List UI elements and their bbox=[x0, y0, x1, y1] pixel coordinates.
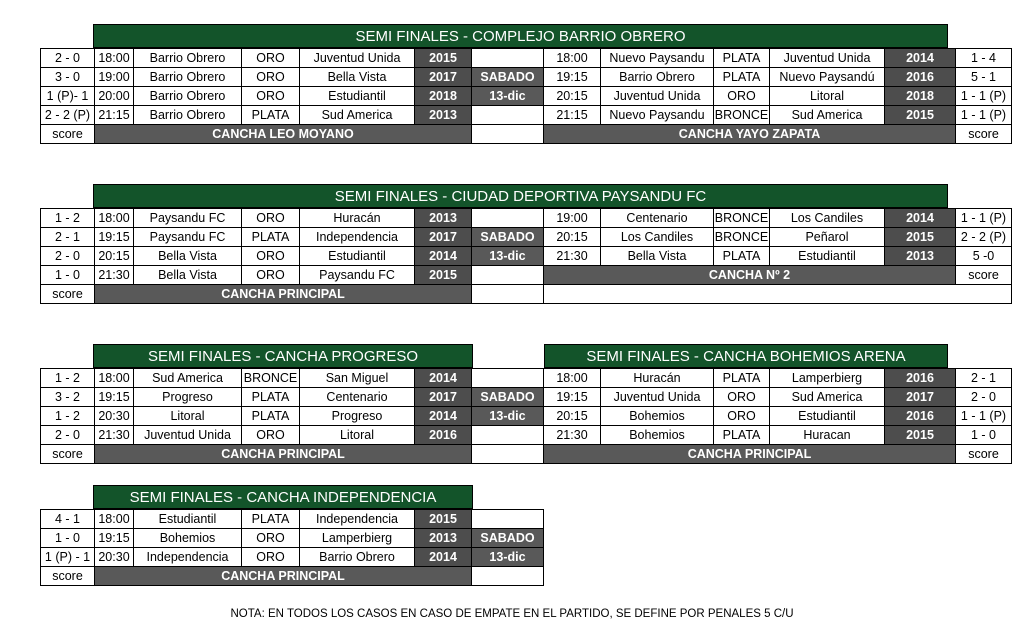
date-label: 13-dic bbox=[472, 548, 544, 567]
home-team-cell: Estudiantil bbox=[134, 510, 242, 529]
category-cell: ORO bbox=[242, 49, 300, 68]
block2-schedule bbox=[40, 208, 1012, 304]
away-team-cell: Sud America bbox=[770, 106, 885, 125]
year-cell: 2014 bbox=[415, 369, 472, 388]
year-cell: 2014 bbox=[885, 209, 956, 228]
time-cell: 19:15 bbox=[95, 388, 134, 407]
away-team-cell: Huracan bbox=[770, 426, 885, 445]
score-cell: 3 - 0 bbox=[41, 68, 95, 87]
score-label: score bbox=[956, 445, 1012, 464]
cancha-label: CANCHA LEO MOYANO bbox=[95, 125, 472, 144]
away-team-cell: Barrio Obrero bbox=[300, 548, 415, 567]
block3-schedule bbox=[40, 368, 1012, 464]
gap-cell bbox=[472, 426, 544, 445]
day-label: SABADO bbox=[472, 68, 544, 87]
time-cell: 18:00 bbox=[95, 49, 134, 68]
away-team-cell: Estudiantil bbox=[770, 407, 885, 426]
away-team-cell: Litoral bbox=[770, 87, 885, 106]
time-cell: 19:15 bbox=[95, 529, 134, 548]
score-cell: 1 - 1 (P) bbox=[956, 209, 1012, 228]
category-cell: ORO bbox=[242, 68, 300, 87]
table-row bbox=[41, 388, 1012, 407]
category-cell: ORO bbox=[242, 548, 300, 567]
table-row bbox=[41, 228, 1012, 247]
table-row bbox=[41, 426, 1012, 445]
score-cell: 1 (P) - 1 bbox=[41, 548, 95, 567]
home-team-cell: Independencia bbox=[134, 548, 242, 567]
year-cell: 2014 bbox=[415, 407, 472, 426]
gap-cell bbox=[472, 285, 544, 304]
year-cell: 2018 bbox=[885, 87, 956, 106]
year-cell: 2015 bbox=[415, 266, 472, 285]
year-cell: 2013 bbox=[415, 529, 472, 548]
away-team-cell: Juventud Unida bbox=[770, 49, 885, 68]
score-cell: 3 - 2 bbox=[41, 388, 95, 407]
time-cell: 19:15 bbox=[544, 68, 601, 87]
home-team-cell: Litoral bbox=[134, 407, 242, 426]
away-team-cell: Estudiantil bbox=[770, 247, 885, 266]
home-team-cell: Sud America bbox=[134, 369, 242, 388]
away-team-cell: Sud America bbox=[770, 388, 885, 407]
time-cell: 20:30 bbox=[95, 407, 134, 426]
nota-footer: NOTA: EN TODOS LOS CASOS EN CASO DE EMPATE EN EL PARTIDO, SE DEFINE POR PENALES 5 C/U bbox=[230, 608, 794, 620]
score-cell: 5 - 1 bbox=[956, 68, 1012, 87]
home-team-cell: Barrio Obrero bbox=[601, 68, 714, 87]
away-team-cell: Huracán bbox=[300, 209, 415, 228]
category-cell: PLATA bbox=[242, 407, 300, 426]
score-cell: 1 - 1 (P) bbox=[956, 106, 1012, 125]
date-label: 13-dic bbox=[472, 407, 544, 426]
away-team-cell: Lamperbierg bbox=[300, 529, 415, 548]
score-cell: 2 - 0 bbox=[41, 247, 95, 266]
home-team-cell: Bella Vista bbox=[601, 247, 714, 266]
score-cell: 1 - 2 bbox=[41, 209, 95, 228]
score-cell: 1 - 0 bbox=[41, 529, 95, 548]
time-cell: 20:15 bbox=[544, 407, 601, 426]
category-cell: PLATA bbox=[714, 68, 770, 87]
table-row bbox=[41, 209, 1012, 228]
score-label: score bbox=[41, 445, 95, 464]
time-cell: 21:15 bbox=[95, 106, 134, 125]
score-cell: 1 - 0 bbox=[956, 426, 1012, 445]
category-cell: BRONCE bbox=[714, 106, 770, 125]
away-team-cell: Independencia bbox=[300, 228, 415, 247]
year-cell: 2013 bbox=[415, 209, 472, 228]
category-cell: ORO bbox=[242, 247, 300, 266]
day-label: SABADO bbox=[472, 529, 544, 548]
away-team-cell: Litoral bbox=[300, 426, 415, 445]
table-row bbox=[41, 68, 1012, 87]
year-cell: 2013 bbox=[885, 247, 956, 266]
year-cell: 2017 bbox=[415, 68, 472, 87]
gap-cell bbox=[472, 510, 544, 529]
cancha-label: CANCHA PRINCIPAL bbox=[95, 445, 472, 464]
score-cell: 1 - 0 bbox=[41, 266, 95, 285]
score-label: score bbox=[956, 125, 1012, 144]
year-cell: 2015 bbox=[885, 106, 956, 125]
table-row bbox=[41, 548, 544, 567]
category-cell: PLATA bbox=[714, 426, 770, 445]
home-team-cell: Bella Vista bbox=[134, 247, 242, 266]
category-cell: ORO bbox=[714, 407, 770, 426]
score-cell: 5 -0 bbox=[956, 247, 1012, 266]
time-cell: 20:15 bbox=[95, 247, 134, 266]
block4-title: SEMI FINALES - CANCHA INDEPENDENCIA bbox=[93, 485, 473, 509]
score-label: score bbox=[41, 567, 95, 586]
time-cell: 19:15 bbox=[544, 388, 601, 407]
category-cell: PLATA bbox=[714, 49, 770, 68]
score-label: score bbox=[41, 285, 95, 304]
category-cell: BRONCE bbox=[714, 228, 770, 247]
score-cell: 2 - 1 bbox=[41, 228, 95, 247]
score-cell: 1 - 2 bbox=[41, 407, 95, 426]
category-cell: ORO bbox=[242, 87, 300, 106]
year-cell: 2014 bbox=[415, 548, 472, 567]
category-cell: PLATA bbox=[714, 247, 770, 266]
year-cell: 2014 bbox=[415, 247, 472, 266]
cancha-label: CANCHA YAYO ZAPATA bbox=[544, 125, 956, 144]
day-label: SABADO bbox=[472, 228, 544, 247]
category-cell: PLATA bbox=[242, 510, 300, 529]
category-cell: ORO bbox=[242, 209, 300, 228]
away-team-cell: Paysandu FC bbox=[300, 266, 415, 285]
category-cell: PLATA bbox=[242, 106, 300, 125]
year-cell: 2016 bbox=[885, 369, 956, 388]
away-team-cell: Centenario bbox=[300, 388, 415, 407]
home-team-cell: Barrio Obrero bbox=[134, 87, 242, 106]
table-row bbox=[41, 369, 1012, 388]
year-cell: 2016 bbox=[415, 426, 472, 445]
year-cell: 2016 bbox=[885, 68, 956, 87]
table-row bbox=[41, 529, 544, 548]
time-cell: 21:15 bbox=[544, 106, 601, 125]
away-team-cell: Juventud Unida bbox=[300, 49, 415, 68]
score-cell: 2 - 2 (P) bbox=[41, 106, 95, 125]
away-team-cell: Independencia bbox=[300, 510, 415, 529]
table-row bbox=[41, 87, 1012, 106]
time-cell: 20:15 bbox=[544, 228, 601, 247]
time-cell: 20:00 bbox=[95, 87, 134, 106]
time-cell: 18:00 bbox=[544, 369, 601, 388]
year-cell: 2017 bbox=[415, 228, 472, 247]
away-team-cell: Sud America bbox=[300, 106, 415, 125]
home-team-cell: Paysandu FC bbox=[134, 209, 242, 228]
home-team-cell: Bella Vista bbox=[134, 266, 242, 285]
time-cell: 19:00 bbox=[95, 68, 134, 87]
category-cell: BRONCE bbox=[242, 369, 300, 388]
table-row bbox=[41, 285, 1012, 304]
year-cell: 2017 bbox=[885, 388, 956, 407]
away-team-cell: Estudiantil bbox=[300, 87, 415, 106]
year-cell: 2013 bbox=[415, 106, 472, 125]
score-label: score bbox=[956, 266, 1012, 285]
home-team-cell: Huracán bbox=[601, 369, 714, 388]
cancha-label: CANCHA PRINCIPAL bbox=[95, 567, 472, 586]
category-cell: ORO bbox=[242, 529, 300, 548]
time-cell: 19:15 bbox=[95, 228, 134, 247]
table-row bbox=[41, 407, 1012, 426]
time-cell: 21:30 bbox=[544, 426, 601, 445]
gap-cell bbox=[472, 209, 544, 228]
table-row bbox=[41, 510, 544, 529]
category-cell: BRONCE bbox=[714, 209, 770, 228]
score-cell: 1 - 2 bbox=[41, 369, 95, 388]
gap-cell bbox=[472, 106, 544, 125]
time-cell: 18:00 bbox=[544, 49, 601, 68]
category-cell: ORO bbox=[714, 87, 770, 106]
away-team-cell: Estudiantil bbox=[300, 247, 415, 266]
cancha-label: CANCHA PRINCIPAL bbox=[95, 285, 472, 304]
time-cell: 20:15 bbox=[544, 87, 601, 106]
home-team-cell: Centenario bbox=[601, 209, 714, 228]
away-team-cell: Bella Vista bbox=[300, 68, 415, 87]
home-team-cell: Los Candiles bbox=[601, 228, 714, 247]
year-cell: 2015 bbox=[415, 510, 472, 529]
time-cell: 19:00 bbox=[544, 209, 601, 228]
home-team-cell: Progreso bbox=[134, 388, 242, 407]
date-label: 13-dic bbox=[472, 87, 544, 106]
category-cell: ORO bbox=[714, 388, 770, 407]
gap-cell bbox=[472, 369, 544, 388]
away-team-cell: Nuevo Paysandú bbox=[770, 68, 885, 87]
table-row bbox=[41, 49, 1012, 68]
score-cell: 1 - 4 bbox=[956, 49, 1012, 68]
block1-schedule bbox=[40, 48, 1012, 144]
away-team-cell: San Miguel bbox=[300, 369, 415, 388]
score-cell: 1 - 1 (P) bbox=[956, 407, 1012, 426]
time-cell: 18:00 bbox=[95, 510, 134, 529]
gap-cell bbox=[472, 567, 544, 586]
score-cell: 2 - 0 bbox=[956, 388, 1012, 407]
category-cell: ORO bbox=[242, 426, 300, 445]
empty-cell bbox=[544, 285, 1012, 304]
away-team-cell: Progreso bbox=[300, 407, 415, 426]
home-team-cell: Juventud Unida bbox=[134, 426, 242, 445]
away-team-cell: Lamperbierg bbox=[770, 369, 885, 388]
home-team-cell: Nuevo Paysandu bbox=[601, 106, 714, 125]
block1-title: SEMI FINALES - COMPLEJO BARRIO OBRERO bbox=[93, 24, 948, 48]
gap-cell bbox=[472, 125, 544, 144]
table-row bbox=[41, 445, 1012, 464]
time-cell: 18:00 bbox=[95, 209, 134, 228]
table-row bbox=[41, 247, 1012, 266]
home-team-cell: Bohemios bbox=[134, 529, 242, 548]
home-team-cell: Nuevo Paysandu bbox=[601, 49, 714, 68]
year-cell: 2015 bbox=[885, 228, 956, 247]
table-row bbox=[41, 125, 1012, 144]
cancha-label: CANCHA Nº 2 bbox=[544, 266, 956, 285]
time-cell: 20:30 bbox=[95, 548, 134, 567]
away-team-cell: Los Candiles bbox=[770, 209, 885, 228]
score-cell: 2 - 2 (P) bbox=[956, 228, 1012, 247]
category-cell: PLATA bbox=[242, 388, 300, 407]
category-cell: PLATA bbox=[714, 369, 770, 388]
time-cell: 18:00 bbox=[95, 369, 134, 388]
gap-cell bbox=[472, 49, 544, 68]
home-team-cell: Bohemios bbox=[601, 426, 714, 445]
home-team-cell: Bohemios bbox=[601, 407, 714, 426]
score-cell: 2 - 1 bbox=[956, 369, 1012, 388]
home-team-cell: Barrio Obrero bbox=[134, 106, 242, 125]
score-label: score bbox=[41, 125, 95, 144]
table-row bbox=[41, 266, 1012, 285]
year-cell: 2018 bbox=[415, 87, 472, 106]
home-team-cell: Juventud Unida bbox=[601, 87, 714, 106]
year-cell: 2015 bbox=[885, 426, 956, 445]
block2-title: SEMI FINALES - CIUDAD DEPORTIVA PAYSANDU FC bbox=[93, 184, 948, 208]
away-team-cell: Peñarol bbox=[770, 228, 885, 247]
category-cell: ORO bbox=[242, 266, 300, 285]
home-team-cell: Paysandu FC bbox=[134, 228, 242, 247]
category-cell: PLATA bbox=[242, 228, 300, 247]
block3-right-title: SEMI FINALES - CANCHA BOHEMIOS ARENA bbox=[544, 344, 948, 368]
date-label: 13-dic bbox=[472, 247, 544, 266]
table-row bbox=[41, 106, 1012, 125]
day-label: SABADO bbox=[472, 388, 544, 407]
year-cell: 2014 bbox=[885, 49, 956, 68]
block3-left-title: SEMI FINALES - CANCHA PROGRESO bbox=[93, 344, 473, 368]
cancha-label: CANCHA PRINCIPAL bbox=[544, 445, 956, 464]
gap-cell bbox=[472, 445, 544, 464]
block4-schedule bbox=[40, 509, 544, 586]
table-row bbox=[41, 567, 544, 586]
year-cell: 2016 bbox=[885, 407, 956, 426]
score-cell: 1 (P)- 1 bbox=[41, 87, 95, 106]
home-team-cell: Barrio Obrero bbox=[134, 68, 242, 87]
score-cell: 4 - 1 bbox=[41, 510, 95, 529]
score-cell: 2 - 0 bbox=[41, 49, 95, 68]
time-cell: 21:30 bbox=[95, 426, 134, 445]
time-cell: 21:30 bbox=[544, 247, 601, 266]
home-team-cell: Juventud Unida bbox=[601, 388, 714, 407]
time-cell: 21:30 bbox=[95, 266, 134, 285]
score-cell: 1 - 1 (P) bbox=[956, 87, 1012, 106]
home-team-cell: Barrio Obrero bbox=[134, 49, 242, 68]
gap-cell bbox=[472, 266, 544, 285]
year-cell: 2015 bbox=[415, 49, 472, 68]
score-cell: 2 - 0 bbox=[41, 426, 95, 445]
year-cell: 2017 bbox=[415, 388, 472, 407]
